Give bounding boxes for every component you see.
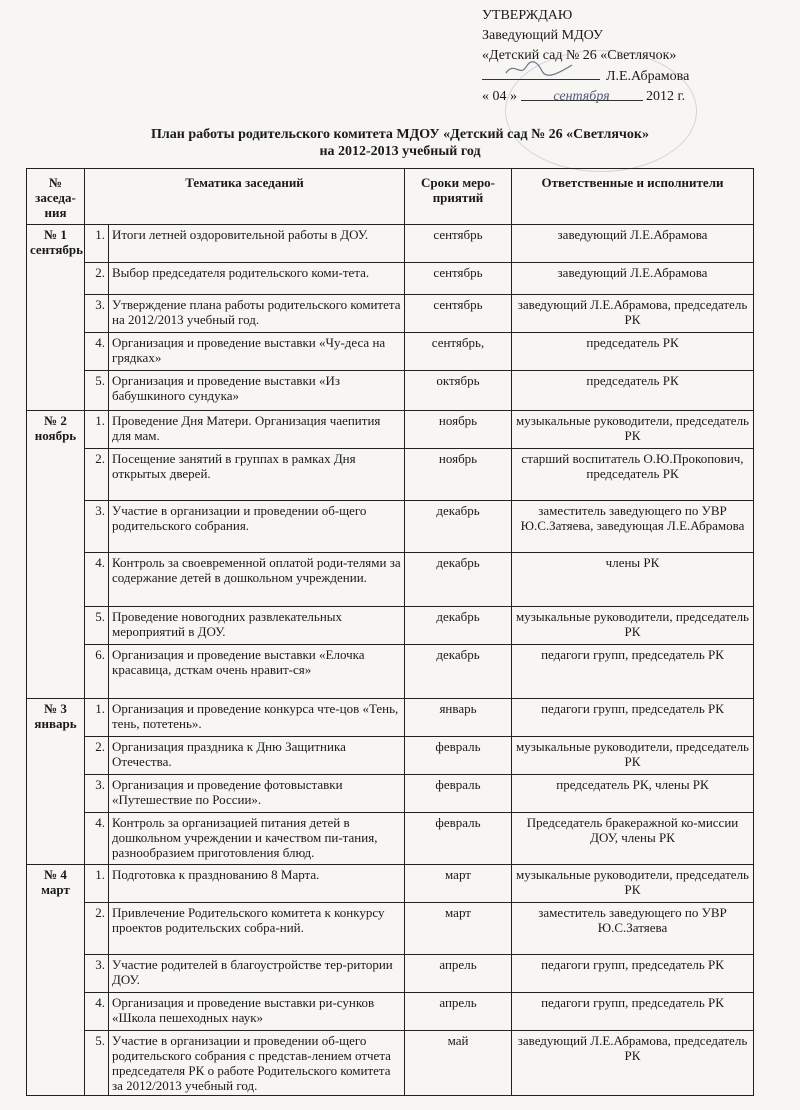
table-row: [27, 699, 754, 737]
approval-position: Заведующий МДОУ: [482, 28, 603, 43]
header-meeting: № заседа-ния: [27, 169, 85, 225]
approval-date-month: сентября: [521, 87, 643, 101]
item-responsible: председатель РК: [512, 371, 754, 411]
item-date: декабрь: [405, 553, 512, 607]
approval-date-year: 2012: [646, 89, 674, 104]
item-topic: Участие родителей в благоустройстве тер-ритории ДОУ.: [109, 955, 405, 993]
item-date: февраль: [405, 813, 512, 865]
item-responsible: заведующий Л.Е.Абрамова, председатель РК: [512, 295, 754, 333]
meeting-month: январь: [34, 716, 77, 731]
meeting-month: ноябрь: [34, 428, 77, 443]
item-responsible: музыкальные руководители, председатель РК: [512, 865, 754, 903]
item-topic: Проведение Дня Матери. Организация чаепития для мам.: [109, 411, 405, 449]
plan-table: [26, 168, 754, 1096]
item-date: ноябрь: [405, 411, 512, 449]
title-line-2: на 2012-2013 учебный год: [319, 144, 481, 159]
table-row: [27, 737, 754, 775]
item-topic: Организация и проведение фотовыставки «Путешествие по России».: [109, 775, 405, 813]
item-responsible: педагоги групп, председатель РК: [512, 699, 754, 737]
table-row: [27, 813, 754, 865]
table-row: [27, 775, 754, 813]
item-topic: Организация и проведение выставки «Чу-деса на грядках»: [109, 333, 405, 371]
meeting-month: март: [41, 882, 70, 897]
item-topic: Организация и проведение выставки «Елочка красавица, дсткам очень нравит-ся»: [109, 645, 405, 699]
table-row: [27, 333, 754, 371]
item-topic: Посещение занятий в группах в рамках Дня открытых дверей.: [109, 449, 405, 501]
item-number: 6.: [85, 645, 109, 699]
meeting-cell: [27, 865, 85, 1096]
meeting-cell: [27, 699, 85, 865]
item-responsible: педагоги групп, председатель РК: [512, 955, 754, 993]
item-number: 5.: [85, 607, 109, 645]
approval-signer: Л.Е.Абрамова: [606, 69, 690, 84]
header-responsible: Ответственные и исполнители: [512, 169, 754, 225]
meeting-number: № 4: [44, 867, 67, 882]
item-number: 1.: [85, 225, 109, 263]
item-date: февраль: [405, 737, 512, 775]
table-row: [27, 993, 754, 1031]
item-topic: Контроль за организацией питания детей в дошкольном учреждении и качеством пи-тания, разнообразием приготовления блюд.: [109, 813, 405, 865]
header-topic: Тематика заседаний: [85, 169, 405, 225]
table-row: [27, 225, 754, 263]
item-date: сентябрь: [405, 225, 512, 263]
item-number: 1.: [85, 699, 109, 737]
item-responsible: педагоги групп, председатель РК: [512, 993, 754, 1031]
item-topic: Организация и проведение выставки «Из бабушкиного сундука»: [109, 371, 405, 411]
item-responsible: заведующий Л.Е.Абрамова: [512, 225, 754, 263]
item-date: март: [405, 865, 512, 903]
item-date: декабрь: [405, 501, 512, 553]
item-number: 3.: [85, 955, 109, 993]
item-number: 2.: [85, 263, 109, 295]
item-date: сентябрь: [405, 295, 512, 333]
item-number: 5.: [85, 371, 109, 411]
item-date: сентябрь,: [405, 333, 512, 371]
item-responsible: заведующий Л.Е.Абрамова, председатель РК: [512, 1031, 754, 1096]
item-responsible: музыкальные руководители, председатель РК: [512, 411, 754, 449]
meeting-cell: [27, 411, 85, 699]
table-row: [27, 411, 754, 449]
meeting-number: № 1: [44, 227, 67, 242]
meeting-number: № 2: [44, 413, 67, 428]
item-number: 3.: [85, 295, 109, 333]
item-topic: Привлечение Родительского комитета к конкурсу проектов родительских собра-ний.: [109, 903, 405, 955]
title-line-1: План работы родительского комитета МДОУ «Детский сад № 26 «Светлячок»: [151, 127, 649, 142]
item-topic: Участие в организации и проведении об-щего родительского собрания.: [109, 501, 405, 553]
approval-block: [482, 6, 689, 107]
item-topic: Участие в организации и проведении об-щего родительского собрания с представ-лением отчета председателя РК о работе Родительского комитета за 2012/2013 учебный год.: [109, 1031, 405, 1096]
item-number: 3.: [85, 775, 109, 813]
item-number: 2.: [85, 903, 109, 955]
item-date: апрель: [405, 993, 512, 1031]
item-number: 4.: [85, 993, 109, 1031]
table-row: [27, 645, 754, 699]
item-responsible: педагоги групп, председатель РК: [512, 645, 754, 699]
item-responsible: заведующий Л.Е.Абрамова: [512, 263, 754, 295]
item-topic: Утверждение плана работы родительского комитета на 2012/2013 учебный год.: [109, 295, 405, 333]
item-responsible: музыкальные руководители, председатель РК: [512, 737, 754, 775]
page-title: [0, 126, 800, 160]
approval-heading: УТВЕРЖДАЮ: [482, 8, 573, 23]
item-date: сентябрь: [405, 263, 512, 295]
item-date: май: [405, 1031, 512, 1096]
item-number: 4.: [85, 553, 109, 607]
table-row: [27, 263, 754, 295]
table-row: [27, 553, 754, 607]
item-number: 1.: [85, 865, 109, 903]
item-responsible: старший воспитатель О.Ю.Прокопович, председатель РК: [512, 449, 754, 501]
item-responsible: музыкальные руководители, председатель РК: [512, 607, 754, 645]
table-row: [27, 295, 754, 333]
table-body: [27, 225, 754, 1096]
item-responsible: председатель РК: [512, 333, 754, 371]
item-number: 2.: [85, 737, 109, 775]
item-number: 2.: [85, 449, 109, 501]
item-date: январь: [405, 699, 512, 737]
item-topic: Итоги летней оздоровительной работы в ДОУ.: [109, 225, 405, 263]
item-date: апрель: [405, 955, 512, 993]
meeting-month: сентябрь: [30, 242, 84, 257]
item-date: октябрь: [405, 371, 512, 411]
handwritten-signature: [504, 59, 574, 79]
item-topic: Организация праздника к Дню Защитника Отечества.: [109, 737, 405, 775]
approval-date: [482, 87, 689, 107]
item-number: 5.: [85, 1031, 109, 1096]
table-row: [27, 903, 754, 955]
item-topic: Организация и проведение выставки ри-сунков «Школа пешеходных наук»: [109, 993, 405, 1031]
item-date: март: [405, 903, 512, 955]
approval-signature-row: [482, 66, 689, 87]
table-row: [27, 449, 754, 501]
item-responsible: заместитель заведующего по УВР Ю.С.Затяева: [512, 903, 754, 955]
item-number: 4.: [85, 333, 109, 371]
item-topic: Контроль за своевременной оплатой роди-телями за содержание детей в дошкольном учреждении.: [109, 553, 405, 607]
item-date: декабрь: [405, 607, 512, 645]
table-row: [27, 955, 754, 993]
item-responsible: председатель РК, члены РК: [512, 775, 754, 813]
table-row: [27, 1031, 754, 1096]
item-responsible: члены РК: [512, 553, 754, 607]
table-row: [27, 865, 754, 903]
item-topic: Выбор председателя родительского коми-тета.: [109, 263, 405, 295]
meeting-cell: [27, 225, 85, 411]
table-row: [27, 371, 754, 411]
item-topic: Организация и проведение конкурса чте-цов «Тень, тень, потетень».: [109, 699, 405, 737]
item-date: февраль: [405, 775, 512, 813]
meeting-number: № 3: [44, 701, 67, 716]
item-date: декабрь: [405, 645, 512, 699]
signature-line: [482, 66, 600, 80]
item-number: 4.: [85, 813, 109, 865]
item-number: 1.: [85, 411, 109, 449]
item-responsible: заместитель заведующего по УВР Ю.С.Затяева, заведующая Л.Е.Абрамова: [512, 501, 754, 553]
table-header-row: [27, 169, 754, 225]
header-dates: Сроки меро-приятий: [405, 169, 512, 225]
table-row: [27, 501, 754, 553]
item-date: ноябрь: [405, 449, 512, 501]
approval-organization: «Детский сад № 26 «Светлячок»: [482, 48, 677, 63]
item-topic: Проведение новогодних развлекательных мероприятий в ДОУ.: [109, 607, 405, 645]
item-topic: Подготовка к празднованию 8 Марта.: [109, 865, 405, 903]
item-responsible: Председатель бракеражной ко-миссии ДОУ, члены РК: [512, 813, 754, 865]
approval-date-suffix: г.: [677, 89, 686, 104]
table-row: [27, 607, 754, 645]
approval-date-day: « 04 »: [482, 89, 517, 104]
item-number: 3.: [85, 501, 109, 553]
